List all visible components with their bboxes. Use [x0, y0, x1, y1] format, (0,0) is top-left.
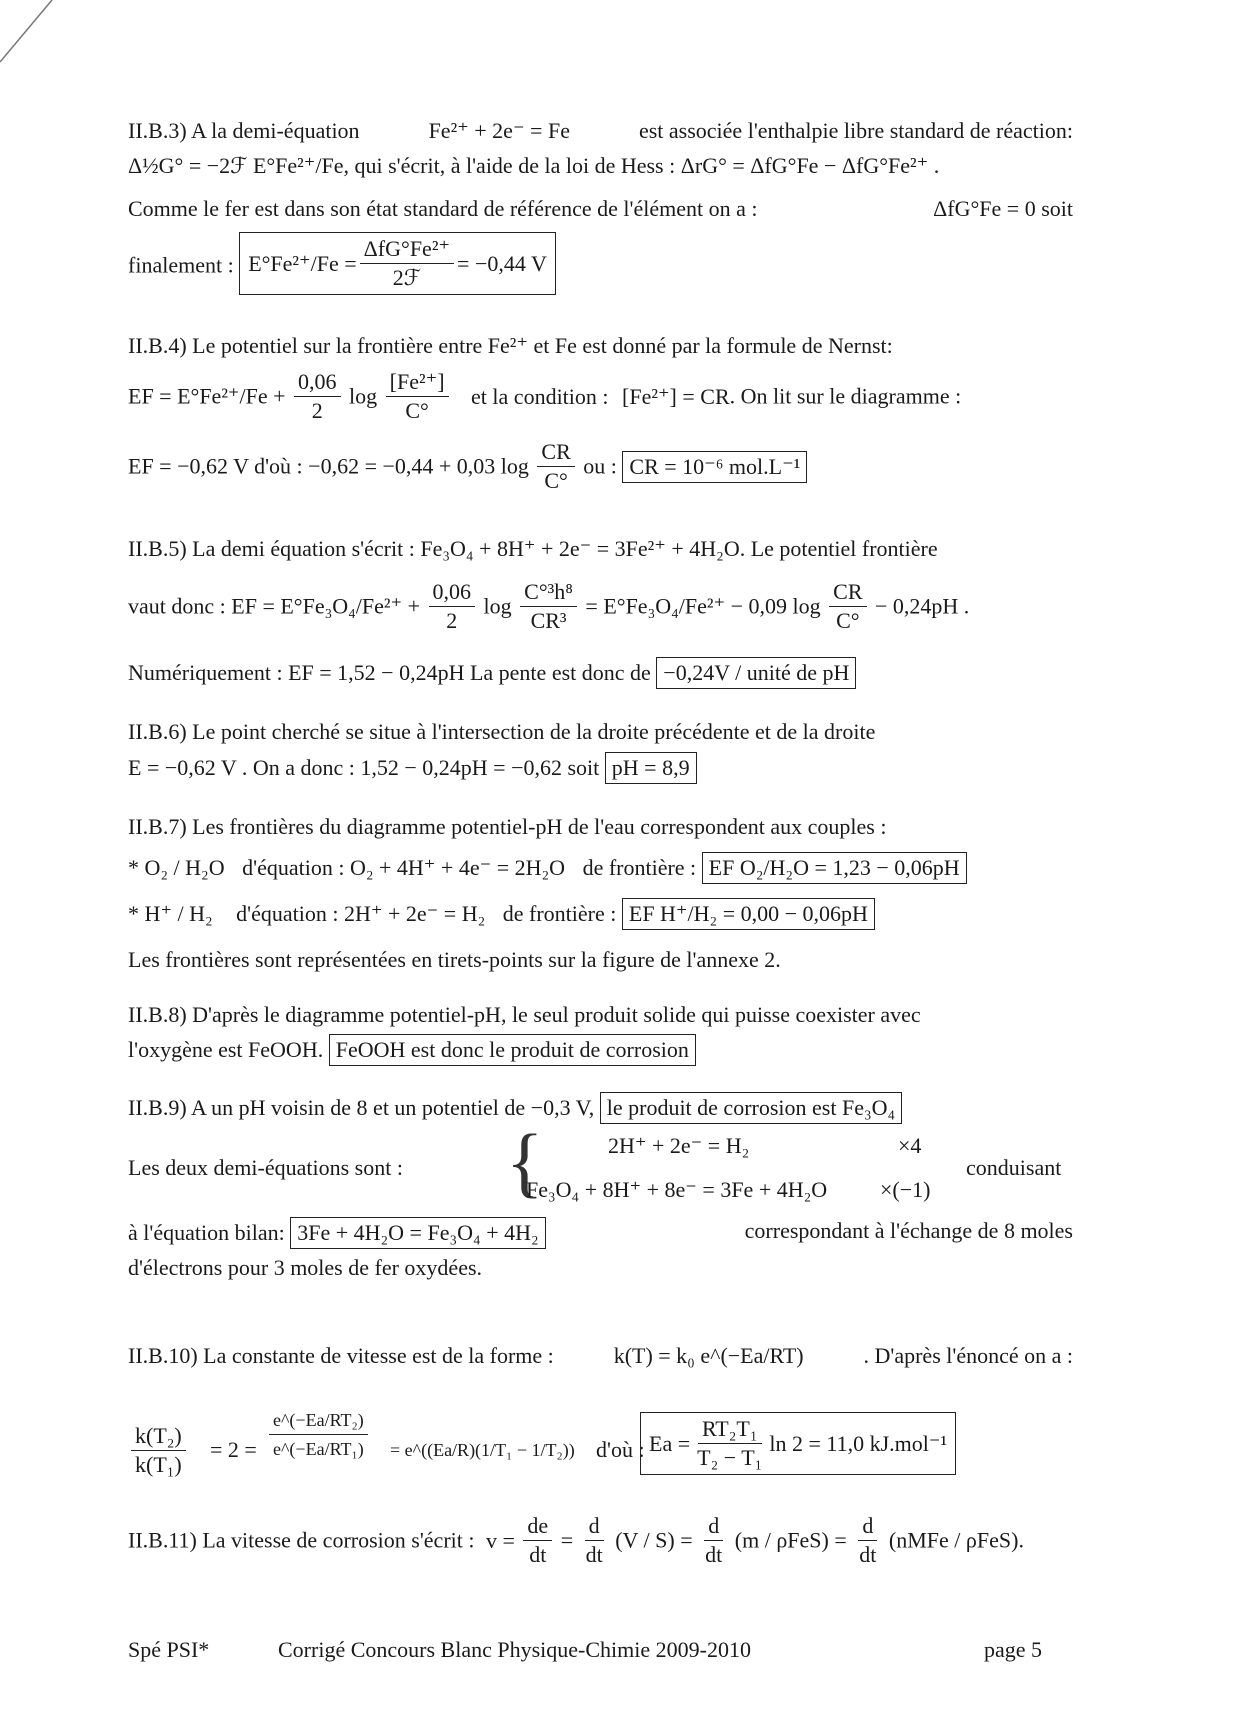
- b5-ratio-fraction: $\frac{\text{C°³h⁸}}{\text{CR³}}$: [520, 578, 577, 635]
- footer-class: Spé PSI*: [128, 1637, 210, 1662]
- b9-system: Les deux demi-équations sont : { 2H⁺ + 2e⁻ = H₂ ×4 Fe₃O₄ + 8H⁺ + 8e⁻ = 3Fe + 4H₂O ×(−1) conduisant: [128, 1118, 1062, 1205]
- b4-line1: II.B.4) Le potentiel sur la frontière entre Fe²⁺ et Fe est donné par la formule de Nernst:: [128, 333, 893, 358]
- b4-cr-fraction: $\frac{CR}{C^\circ}$: [537, 438, 574, 495]
- b7-o2-box: EF O₂/H₂O = 1,23 − 0,06pH: [702, 852, 967, 884]
- b11-line1: II.B.11) La vitesse de corrosion s'écrit : v = $\frac{de}{dt}$ = $\frac{d}{dt}$ (V / S) = $\frac{d}{dt}$ (m / ρFeS) = $\frac{d}{dt}$ (nMFe / ρFeS).: [128, 1513, 1024, 1567]
- b5-line1: II.B.5) La demi équation s'écrit : Fe₃O₄ + 8H⁺ + 2e⁻ = 3Fe²⁺ + 4H₂O. Le potentiel frontière: [128, 536, 938, 561]
- b4-result-box: CR = 10⁻⁶ mol.L⁻¹: [622, 451, 807, 483]
- b9-product-box: le produit de corrosion est Fe₃O₄: [600, 1092, 902, 1124]
- b10-k-ratio: $\frac{\text{k(T₂)}}{\text{k(T₁)}}$: [131, 1422, 186, 1479]
- b3-fraction: $\frac{\text{ΔfG°Fe²⁺}}{\text{2ℱ}}$: [360, 235, 454, 292]
- b10-exp-ratio: $\frac{\text{e\textasciicircum{}(−Ea/RT₂)}}{\text{e\textasciicircum{}(−Ea/RT₁)}}$: [269, 1406, 368, 1463]
- b4-line3: EF = −0,62 V d'où : −0,62 = −0,44 + 0,03 log $\frac{CR}{C^\circ}$ ou : CR = 10⁻⁶ mol.L⁻¹: [128, 438, 1073, 495]
- b11-d-dt-2: $\frac{d}{dt}$: [705, 1513, 723, 1567]
- b8-line2: l'oxygène est FeOOH. FeOOH est donc le produit de corrosion: [128, 1034, 1073, 1066]
- b6-line2: E = −0,62 V . On a donc : 1,52 − 0,24pH = −0,62 soit pH = 8,9: [128, 752, 1073, 784]
- b7-line1: II.B.7) Les frontières du diagramme potentiel-pH de l'eau correspondent aux couples :: [128, 814, 887, 839]
- b4-line2: EF = E°Fe²⁺/Fe + $\frac{0,06}{2}$ log $\frac{\text{[Fe²⁺]}}{C^\circ}$ et la condition : [Fe²⁺] = CR. On lit sur le diagramme :: [128, 369, 962, 423]
- b9-brace: {: [506, 1118, 544, 1205]
- b4-nernst-ratio: $\frac{\text{[Fe²⁺]}}{C^\circ}$: [386, 368, 449, 425]
- b11-d-dt-1: $\frac{d}{dt}$: [585, 1513, 603, 1567]
- b9-line4: d'électrons pour 3 moles de fer oxydées.: [128, 1255, 483, 1280]
- b5-result-box: −0,24V / unité de pH: [656, 657, 856, 689]
- b3-line3: Comme le fer est dans son état standard de référence de l'élément on a : ΔfG°Fe = 0 soit: [128, 196, 1073, 221]
- b10-line2: $\frac{\text{k(T₂)}}{\text{k(T₁)}}$ = 2 = $\frac{\text{e\textasciicircum{}(−Ea/RT₂)}}{\text{e\textasciicircum{}(−Ea/RT₁)}}$ = e^((Ea/R)(1/T₁ − 1/T₂)) d'où : Ea = $\frac{\text{RT₂T₁}}{\text{T₂ − T₁}}$ ln 2 = 11,0 kJ.mol⁻¹: [128, 1400, 1073, 1500]
- b5-cr-fraction: $\frac{CR}{C^\circ}$: [829, 578, 866, 635]
- b3-line2: Δ½G° = −2ℱ E°Fe²⁺/Fe, qui s'écrit, à l'aide de la loi de Hess : ΔrG° = ΔfG°Fe − ΔfG°Fe²⁺ .: [128, 153, 940, 178]
- b6-result-box: pH = 8,9: [605, 752, 697, 784]
- b7-h2-box: EF H⁺/H₂ = 0,00 − 0,06pH: [622, 898, 875, 930]
- b10-ea-fraction: $\frac{\text{RT₂T₁}}{\text{T₂ − T₁}}$: [697, 1416, 763, 1470]
- b11-de-dt: $\frac{de}{dt}$: [523, 1512, 552, 1569]
- b8-line1: II.B.8) D'après le diagramme potentiel-pH, le seul produit solide qui puisse coexister avec: [128, 1002, 921, 1027]
- footer-page-number: page 5: [984, 1637, 1043, 1662]
- b5-coef-fraction: $\frac{0,06}{2}$: [429, 578, 476, 635]
- b7-line2: * O₂ / H₂O d'équation : O₂ + 4H⁺ + 4e⁻ = 2H₂O de frontière : EF O₂/H₂O = 1,23 − 0,06pH: [128, 852, 1073, 884]
- b9-line3: à l'équation bilan: 3Fe + 4H₂O = Fe₃O₄ + 4H₂ correspondant à l'échange de 8 moles: [128, 1217, 1073, 1249]
- b3-result-box: E°Fe²⁺/Fe = $\frac{\text{ΔfG°Fe²⁺}}{\text{2ℱ}}$ = −0,44 V: [239, 232, 556, 295]
- b3-line4: finalement : E°Fe²⁺/Fe = $\frac{\text{ΔfG°Fe²⁺}}{\text{2ℱ}}$ = −0,44 V: [128, 232, 1073, 295]
- b5-line2: vaut donc : EF = E°Fe₃O₄/Fe²⁺ + $\frac{0,06}{2}$ log $\frac{\text{C°³h⁸}}{\text{CR³}}$ = E°Fe₃O₄/Fe²⁺ − 0,09 log $\frac{CR}{C^\circ}$ − 0,24pH .: [128, 579, 970, 633]
- b5-line3: Numériquement : EF = 1,52 − 0,24pH La pente est donc de −0,24V / unité de pH: [128, 657, 1073, 689]
- b7-line4: Les frontières sont représentées en tirets-points sur la figure de l'annexe 2.: [128, 947, 781, 972]
- b6-line1: II.B.6) Le point cherché se situe à l'intersection de la droite précédente et de la droite: [128, 719, 876, 744]
- footer-title: Corrigé Concours Blanc Physique-Chimie 2009-2010: [278, 1637, 751, 1662]
- b7-line3: * H⁺ / H₂ d'équation : 2H⁺ + 2e⁻ = H₂ de frontière : EF H⁺/H₂ = 0,00 − 0,06pH: [128, 898, 1073, 930]
- b3-line1: II.B.3) A la demi-équation Fe²⁺ + 2e⁻ = Fe est associée l'enthalpie libre standard de réaction:: [128, 118, 1073, 143]
- b8-result-box: FeOOH est donc le produit de corrosion: [329, 1034, 696, 1066]
- b10-ea-box: Ea = $\frac{\text{RT₂T₁}}{\text{T₂ − T₁}}$ ln 2 = 11,0 kJ.mol⁻¹: [640, 1412, 956, 1475]
- b10-line1: II.B.10) La constante de vitesse est de la forme : k(T) = k₀ e^(−Ea/RT) . D'après l'énoncé on a :: [128, 1343, 1073, 1368]
- b11-d-dt-3: $\frac{d}{dt}$: [859, 1513, 877, 1567]
- b9-line1: II.B.9) A un pH voisin de 8 et un potentiel de −0,3 V, le produit de corrosion est Fe₃O₄: [128, 1092, 1073, 1124]
- b4-nernst-coef: $\frac{0,06}{2}$: [294, 368, 341, 425]
- b9-equation-box: 3Fe + 4H₂O = Fe₃O₄ + 4H₂: [290, 1217, 545, 1249]
